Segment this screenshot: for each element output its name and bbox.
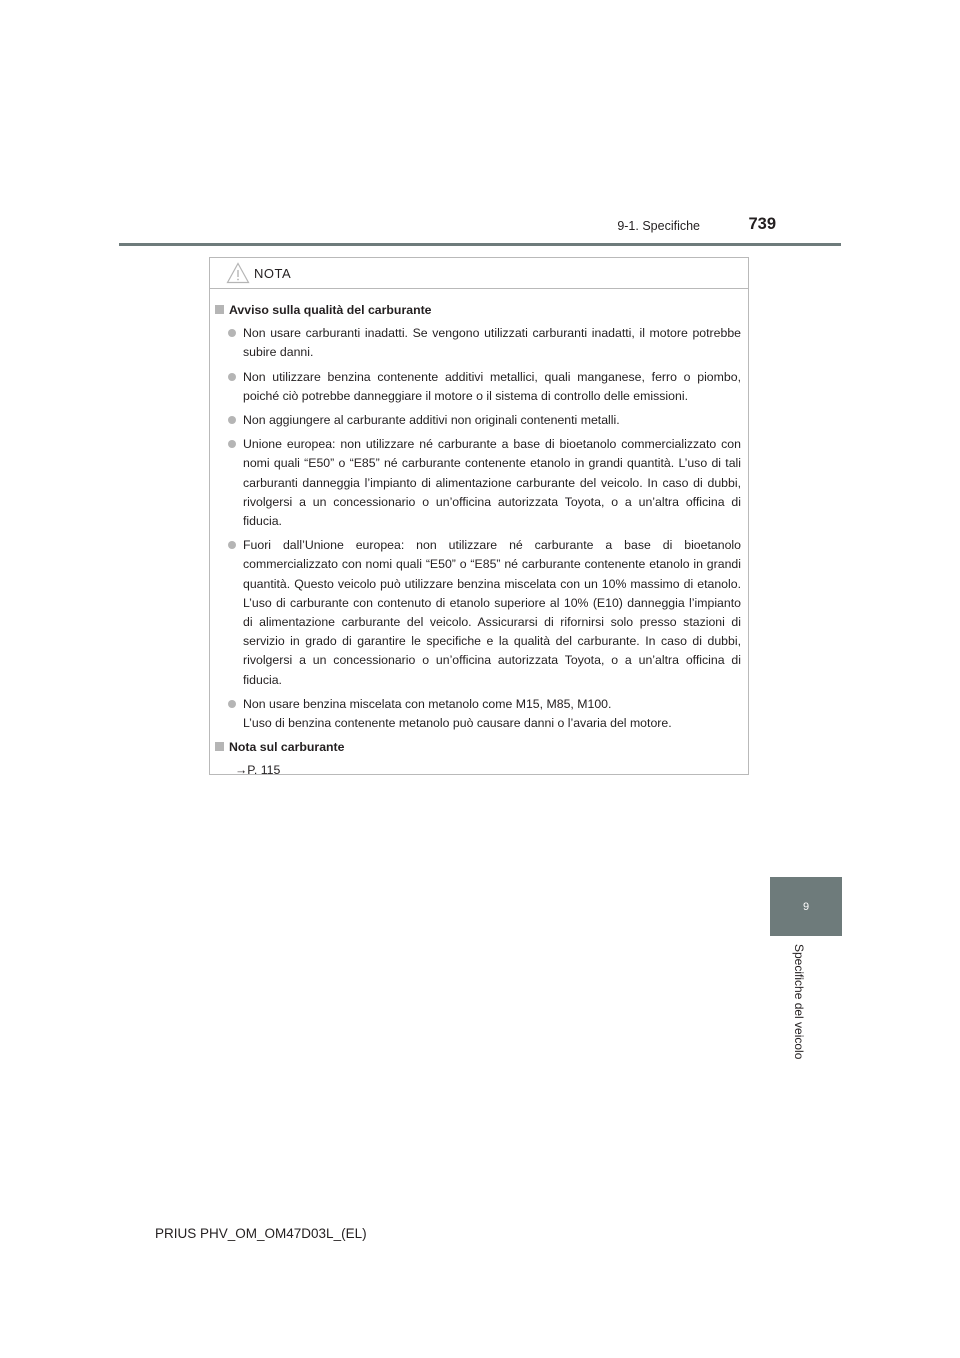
bullet-text: Unione europea: non utilizzare né carburante a base di bioetanolo commercializzato con nomi quali “E50” o “E85” né carburante contenente etanolo in grandi quantità. L’uso di tali carburanti danneggia l’impianto di alimentazione carburante del veicolo. In caso di dubbi, rivolgersi a un concessionario o un’officina autorizzata Toyota, o a un’altra officina di fiducia. [243, 437, 741, 529]
square-bullet-icon [215, 742, 224, 751]
bullet-dot-icon [228, 416, 236, 424]
section-heading: 9-1. Specifiche [617, 219, 700, 233]
square-bullet-icon [215, 305, 224, 314]
bullet-text: Non aggiungere al carburante additivi non originali contenenti metalli. [243, 413, 620, 428]
bullet-item [228, 536, 741, 690]
bullet-item [228, 695, 741, 733]
page-number: 739 [748, 215, 776, 233]
bullet-dot-icon [228, 700, 236, 708]
bullet-item [228, 411, 741, 430]
bullet-item [228, 435, 741, 531]
chapter-number: 9 [802, 900, 810, 913]
bullet-dot-icon [228, 541, 236, 549]
page-reference-link[interactable]: →P. 115 [235, 763, 281, 778]
chapter-number-tab[interactable] [770, 877, 842, 936]
header-divider [119, 243, 841, 246]
bullet-text [243, 695, 741, 733]
bullet-item [228, 324, 741, 362]
bullet-item [228, 368, 741, 406]
note-body [210, 289, 748, 781]
section-title-text: Avviso sulla qualità del carburante [229, 303, 432, 317]
chapter-title: Specifiche del veicolo [792, 944, 806, 1060]
note-header [210, 258, 748, 289]
bullet-dot-icon [228, 440, 236, 448]
bullet-text: Non usare carburanti inadatti. Se vengono utilizzati carburanti inadatti, il motore potrebbe subire danni. [243, 326, 741, 360]
section-title [215, 301, 741, 320]
bullet-text: Fuori dall’Unione europea: non utilizzare né carburante a base di bioetanolo commercializzato con nomi quali “E50” o “E85” né carburante contenente etanolo in grandi quantità. Questo veicolo può utilizzare benzina miscelata con un 10% massimo di etanolo. L’uso di carburante con contenuto di etanolo superiore al 10% (E10) danneggia l’impianto di alimentazione carburante del veicolo. Assicurarsi di rifornirsi solo presso stazioni di servizio in grado di garantire le specifiche e la qualità del carburante. In caso di dubbi, rivolgersi a un concessionario o un’officina autorizzata Toyota, o a un’altra officina di fiducia. [243, 538, 741, 687]
note-label: NOTA [254, 265, 292, 281]
section-title-text: Nota sul carburante [229, 740, 345, 755]
warning-icon [226, 262, 250, 284]
document-id: PRIUS PHV_OM_OM47D03L_(EL) [155, 1226, 367, 1241]
note-box [209, 257, 749, 778]
bullet-dot-icon [228, 329, 236, 337]
bullet-text: Non utilizzare benzina contenente additivi metallici, quali manganese, ferro o piombo, poiché ciò potrebbe danneggiare il motore o il sistema di controllo delle emissioni. [243, 369, 741, 403]
bullet-line: L’uso di benzina contenente metanolo può causare danni o l’avaria del motore. [243, 716, 672, 731]
bullet-line: Non usare benzina miscelata con metanolo come M15, M85, M100. [243, 696, 612, 711]
section-title [215, 738, 741, 757]
bullet-dot-icon [228, 373, 236, 381]
